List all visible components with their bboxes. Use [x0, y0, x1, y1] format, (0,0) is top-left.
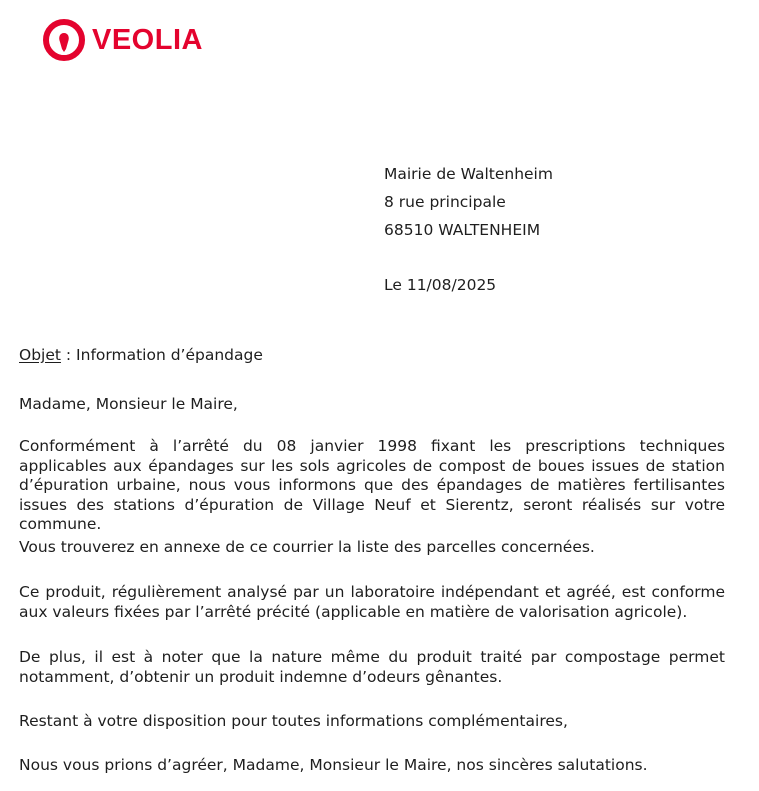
recipient-name: Mairie de Waltenheim — [384, 165, 553, 183]
veolia-logo — [43, 19, 203, 61]
body-paragraph-odor: De plus, il est à noter que la nature même du produit traité par compostage permet notamment, d’obtenir un produit indemne d’odeurs gênantes. — [19, 648, 725, 686]
body-paragraph-3: Restant à votre disposition pour toutes informations complémentaires, — [19, 712, 568, 730]
object-text: Information d’épandage — [76, 346, 263, 364]
body-paragraph-1: Conformément à l’arrêté du 08 janvier 1998 fixant les prescriptions techniques applicables aux épandages sur les sols agricoles de compost de boues issues de station d’épuration urbaine, nous vous informons que des épandages de matières fertilisantes issues des stations d’épuration de Village Neuf et Sierentz, seront réalisés sur votre commune. — [19, 437, 725, 533]
recipient-city: 68510 WALTENHEIM — [384, 221, 541, 239]
recipient-street: 8 rue principale — [384, 193, 506, 211]
salutation: Madame, Monsieur le Maire, — [19, 395, 238, 413]
letter-date: Le 11/08/2025 — [384, 276, 497, 294]
logo-text: VEOLIA — [92, 24, 203, 56]
recipient-address — [384, 160, 553, 244]
letter-object — [19, 342, 263, 368]
body-paragraph-annex: Vous trouverez en annexe de ce courrier la liste des parcelles concernées. — [19, 538, 595, 556]
body-paragraph-2: Ce produit, régulièrement analysé par un laboratoire indépendant et agréé, est conforme aux valeurs fixées par l’arrêté précité (applicable en matière de valorisation agricole). — [19, 583, 725, 621]
closing-formula: Nous vous prions d’agréer, Madame, Monsieur le Maire, nos sincères salutations. — [19, 756, 648, 774]
object-separator: : — [60, 346, 77, 364]
object-label: Objet — [19, 346, 61, 364]
veolia-logo-icon — [43, 19, 85, 61]
